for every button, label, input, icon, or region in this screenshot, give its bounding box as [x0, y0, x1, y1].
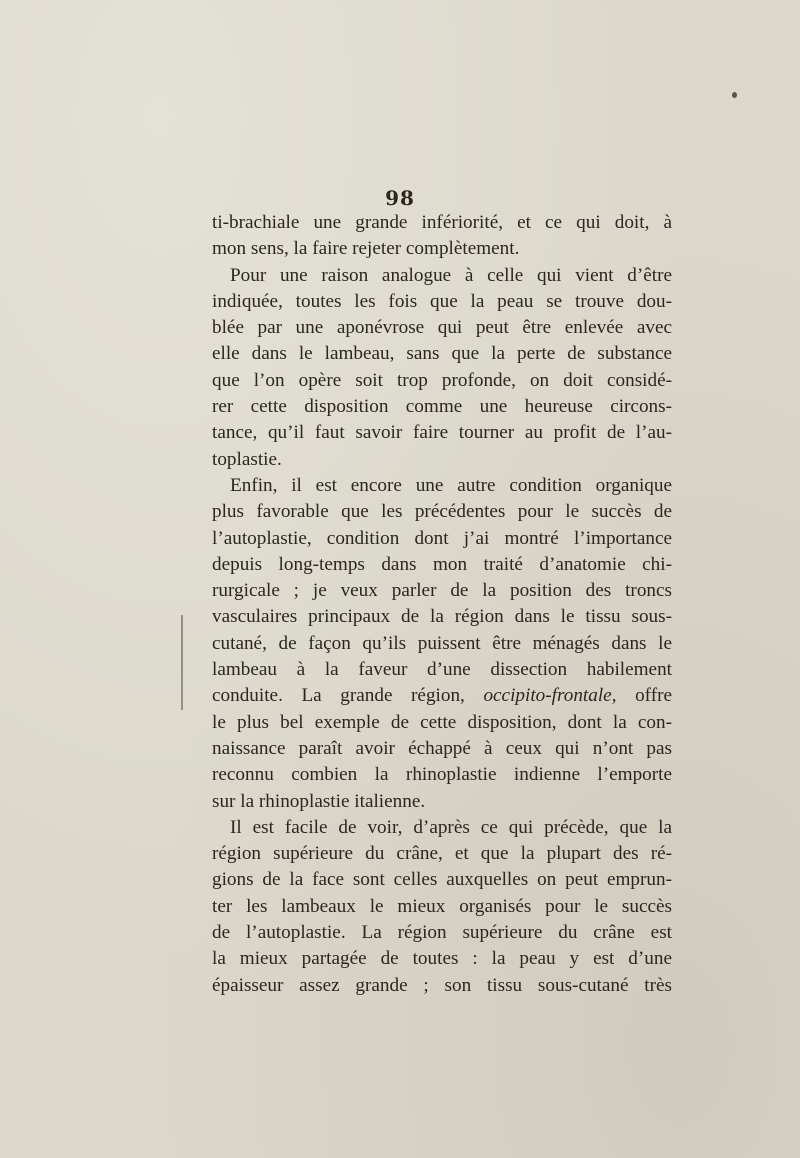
body-text [212, 210, 672, 999]
text-line: ter les lambeaux le mieux organisés pour le succès [212, 895, 672, 917]
text-line: plus favorable que les précédentes pour le succès de [212, 501, 672, 523]
text-line: blée par une aponévrose qui peut être enlevée avec [212, 317, 672, 339]
text-line: que l’on opère soit trop profonde, on doit considé- [212, 369, 672, 391]
text-line: le plus bel exemple de cette disposition, dont la con- [212, 711, 672, 733]
text-line: ti-brachiale une grande infériorité, et ce qui doit, à [212, 212, 672, 233]
text-line: Il est facile de voir, d’après ce qui précède, que la [230, 816, 672, 838]
text-line: mon sens, la faire rejeter complètement. [212, 238, 520, 260]
text-line: naissance paraît avoir échappé à ceux qui n’ont pas [212, 737, 672, 759]
text-line: reconnu combien la rhinoplastie indienne l’emporte [212, 764, 672, 786]
margin-pencil-mark [181, 615, 183, 710]
text-line: l’autoplastie, condition dont j’ai montré l’importance [212, 527, 672, 549]
text-line: sur la rhinoplastie italienne. [212, 790, 426, 812]
text-line: Pour une raison analogue à celle qui vient d’être [230, 264, 672, 286]
text-line: région supérieure du crâne, et que la plupart des ré- [212, 843, 672, 865]
text-line: cutané, de façon qu’ils puissent être ménagés dans le [212, 632, 672, 654]
text-segment: conduite. La grande région, [212, 685, 484, 707]
page-number: 98 [385, 186, 415, 210]
text-line: vasculaires principaux de la région dans le tissu sous- [212, 606, 672, 628]
text-line: rurgicale ; je veux parler de la position des troncs [212, 580, 672, 602]
text-line: la mieux partagée de toutes : la peau y est d’une [212, 948, 672, 970]
text-line: Enfin, il est encore une autre condition organique [230, 474, 672, 496]
text-line: rer cette disposition comme une heureuse circons- [212, 396, 672, 418]
text-line: tance, qu’il faut savoir faire tourner au profit de l’au- [212, 422, 672, 444]
ink-spot [732, 92, 737, 98]
text-segment: , offre [611, 685, 672, 707]
text-line: épaisseur assez grande ; son tissu sous-cutané très [212, 974, 672, 996]
text-line: indiquée, toutes les fois que la peau se trouve dou- [212, 290, 672, 312]
text-line: depuis long-temps dans mon traité d’anatomie chi- [212, 553, 672, 575]
text-line: toplastie. [212, 448, 282, 470]
text-line: de l’autoplastie. La région supérieure du crâne est [212, 922, 672, 944]
text-line: elle dans le lambeau, sans que la perte de substance [212, 343, 672, 365]
text-line: gions de la face sont celles auxquelles on peut emprun- [212, 869, 672, 891]
text-line [212, 683, 672, 709]
text-line: lambeau à la faveur d’une dissection habilement [212, 659, 672, 681]
italic-term: occipito-frontale [483, 685, 612, 707]
